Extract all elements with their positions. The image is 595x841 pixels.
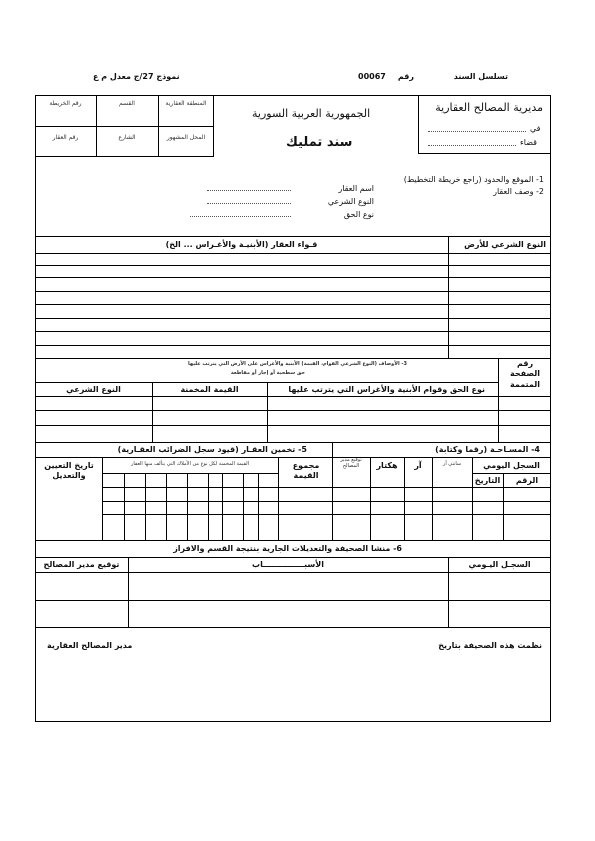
deed-number: 00067 [358,72,386,81]
right-type-header: نوع الحق وقوام الأبنية والأغراس التي يترتب عليها [288,385,485,394]
directorate-in-line [428,131,526,132]
daily-register-header: السجل اليومي [483,461,540,470]
directorate-in-label: في [530,124,541,133]
property-name-label: اسم العقار [338,184,374,193]
area-label: المنطقة العقارية [165,100,207,107]
are-header: آر [414,461,422,470]
legal-type-header: النوع الشرعي [66,385,121,394]
reasons-header: الأسبـــــــــــــــاب [252,560,324,569]
land-legal-type-header: النوع الشرعي للأرض [464,240,546,249]
number-label: رقم [397,72,414,81]
description-item: 2- وصف العقار [493,187,544,196]
directorate-district-line [428,145,516,146]
legal-type-label: النوع الشرعي [327,197,374,206]
known-place-label: المحل المشهور [166,134,206,141]
directorate-district-label: قضاء [520,138,537,147]
daily-register-header-2: السجـل اليـومي [468,560,531,569]
property-number-label: رقم العقار [52,134,79,141]
estimated-value-header: القيمة المخمنة [180,385,239,394]
valuation-section-title: 5- تخمين العقـار (قيود سجل الضرائب العقـارية) [117,445,307,454]
republic-name: الجمهورية العربية السورية [252,107,371,120]
total-value-header: مجموع القيمة [292,461,320,481]
page-ref-header: رقم الصفحة المتممة [509,359,540,389]
location-item: 1- الموقع والحدود (راجع خريطة التخطيط) [403,175,544,184]
estimated-value-note: القيمة المخمنة لكل نوع من الأملاك التي يتألف منها العقار [131,461,249,467]
directorate-title: مديرية المصالح العقارية [435,101,543,114]
street-label: الشارع [118,134,136,141]
director-title: مدير المصالح العقارية [47,641,133,650]
deed-title: سند تمليك [286,135,353,150]
map-number-label: رقم الخريطة [49,100,82,107]
right-type-label: نوع الحق [343,210,374,219]
origin-section-title: 6- منشا الصحيفة والتعديلات الجارية بنتيجة القسم والافراز [173,544,402,553]
descriptions-title: 3- الأوصاف (النوع الشرعي القوام، القيمة) الأبنية والأغراس على الأرض التي يترتب عليها [188,361,407,367]
form-code: نموذج 27/ج معدل م ع [93,72,180,81]
director-signature-header: توقيع مدير المصالح [340,457,362,469]
descriptions-subtitle: حق سطحية أو إجار أو مقاطعة [230,370,305,376]
area-section-title: 4- المسـاحـة (رقما وكتابة) [435,445,540,454]
organized-date-label: نظمت هذه الصحيفة بتاريخ [438,641,542,650]
section-label: القسم [119,100,135,107]
hectare-header: هكتار [376,461,398,470]
centiare-header: سانتي آر [442,461,462,467]
number-header: الرقم [515,476,539,485]
property-contents-header: قـواء العقار (الأبنيـة والأغـراس ... الخ) [165,240,318,249]
director-signature-header-2: توقيع مدير المصالح [43,560,120,569]
serial-label: تسلسل السند [453,72,508,81]
date-header: التاريخ [474,476,501,485]
appointment-date-header: تاريخ التعيين والتعديل [44,461,94,481]
